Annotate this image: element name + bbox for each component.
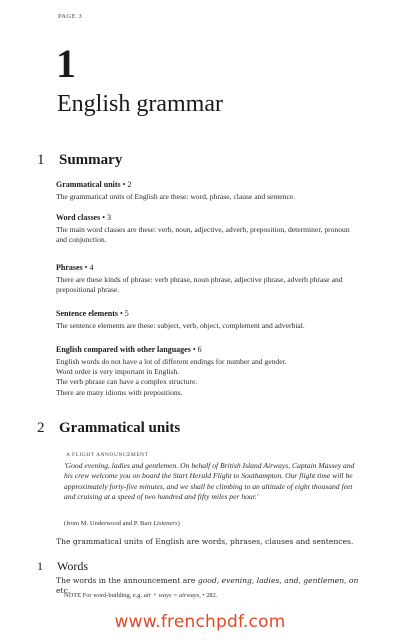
item-ref: • 5 bbox=[119, 309, 129, 318]
subsection-title: Words bbox=[57, 559, 89, 573]
section-number: 2 bbox=[37, 420, 45, 436]
item-heading bbox=[56, 180, 356, 190]
quote-source bbox=[64, 520, 180, 527]
subsection-number: 1 bbox=[37, 559, 43, 573]
note-prefix: NOTE For word-building, e.g. bbox=[64, 592, 144, 599]
source-suffix: ) bbox=[177, 520, 180, 527]
section-number: 1 bbox=[37, 152, 45, 168]
item-text: The grammatical units of English are these: word, phrase, clause and sentence. bbox=[56, 192, 296, 201]
page-label: PAGE 3 bbox=[58, 14, 83, 20]
note-example: air + ways = airways bbox=[143, 592, 200, 599]
item-heading-text: Grammatical units bbox=[56, 180, 121, 189]
source-title: Listeners bbox=[153, 520, 178, 527]
section-heading-summary bbox=[37, 153, 122, 168]
item-text: The main word classes are these: verb, noun, adjective, adverb, preposition, determiner, pronoun and conjunction. bbox=[56, 225, 350, 245]
note-suffix: , • 282. bbox=[199, 592, 218, 599]
item-ref: • 3 bbox=[102, 213, 112, 222]
item-heading bbox=[56, 263, 356, 273]
item-text: The sentence elements are these: subject, verb, object, complement and adverbial. bbox=[56, 321, 305, 330]
item-line: Word order is very important in English. bbox=[56, 367, 180, 377]
item-ref: • 4 bbox=[84, 263, 94, 272]
summary-item-grammatical-units bbox=[56, 180, 356, 202]
item-heading-text: Sentence elements bbox=[56, 309, 118, 318]
item-line: English words do not have a lot of different endings for number and gender. bbox=[56, 357, 287, 366]
summary-item-phrases bbox=[56, 263, 356, 295]
words-text-prefix: The words in the announcement are bbox=[56, 576, 198, 585]
words-text-suffix: etc. bbox=[56, 586, 71, 596]
quote-label: A FLIGHT ANNOUNCEMENT bbox=[66, 452, 149, 458]
section-title: Summary bbox=[59, 152, 123, 168]
summary-item-sentence-elements bbox=[56, 309, 356, 331]
item-ref: • 6 bbox=[192, 345, 202, 354]
summary-item-english-compared bbox=[56, 345, 356, 398]
word-building-note bbox=[64, 592, 217, 599]
item-heading-text: Word classes bbox=[56, 213, 101, 222]
watermark: www.frenchpdf.com bbox=[114, 612, 286, 632]
item-heading bbox=[56, 213, 356, 223]
words-text-examples: good, evening, ladies, and, gentlemen, on bbox=[197, 576, 359, 585]
flight-announcement-quote: 'Good evening, ladies and gentlemen. On behalf of British Island Airways, Captain Massey and his crew welcome you on board the Start Herald Flight to Southampton. Our flight time will be approximately forty-five minutes, and we shall be climbing to an altitude of eight thousand feet and cruising at a speed of two hundred and fifty miles per hour.' bbox=[64, 461, 355, 501]
item-heading bbox=[56, 309, 356, 319]
summary-item-word-classes bbox=[56, 213, 356, 245]
grammatical-units-intro: The grammatical units of English are words, phrases, clauses and sentences. bbox=[56, 537, 354, 546]
item-text: There are these kinds of phrase: verb phrase, noun phrase, adjective phrase, adverb phrase and prepositional phrase. bbox=[56, 275, 343, 295]
item-ref: • 2 bbox=[122, 180, 132, 189]
section-title: Grammatical units bbox=[59, 420, 181, 436]
item-heading-text: Phrases bbox=[56, 263, 83, 272]
item-line: There are many idioms with prepositions. bbox=[56, 387, 183, 397]
item-line: The verb phrase can have a complex structure. bbox=[56, 377, 198, 387]
item-heading bbox=[56, 345, 356, 355]
item-heading-text: English compared with other languages bbox=[56, 345, 191, 354]
chapter-title: English grammar bbox=[57, 91, 223, 117]
section-heading-grammatical-units bbox=[37, 421, 180, 436]
chapter-number: 1 bbox=[56, 41, 76, 86]
subsection-heading-words bbox=[37, 559, 88, 574]
source-prefix: (from M. Underwood and P. Barr bbox=[64, 520, 154, 527]
